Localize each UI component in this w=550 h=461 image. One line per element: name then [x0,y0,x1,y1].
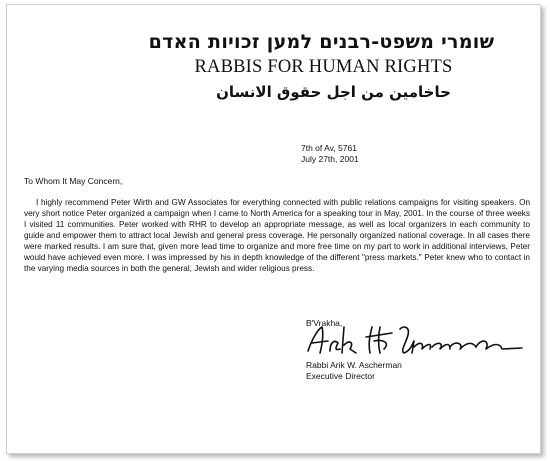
salutation: To Whom It May Concern, [24,176,123,186]
signer-block [306,360,402,382]
letter-date [301,143,359,165]
signer-name: Rabbi Arik W. Ascherman [306,360,402,370]
closing: B'Vrakha, [306,318,343,328]
hebrew-date: 7th of Av, 5761 [301,143,357,153]
gregorian-date: July 27th, 2001 [301,154,359,164]
letter-page [6,4,541,454]
letterhead-hebrew-name: שומרי משפט-רבנים למען זכויות האדם [148,31,495,53]
signer-title: Executive Director [306,371,375,381]
letter-body: I highly recommend Peter Wirth and GW Associates for everything connected with public relations campaigns for visiting speakers. On very short notice Peter organized a campaign when I came to North America for a speaking tour in May, 2001. In the course of three weeks I visited 11 communities. Peter worked with RHR to develop an appropriate message, as well as local organizers in each community to guide and empower them to attract local Jewish and general press coverage. He personally organized national coverage. In all cases there were marked results. I am sure that, given more lead time to organize and more free time on my part to work in additional interviews, Peter would have achieved even more. I was impressed by his in depth knowledge of the different "press markets." Peter knew who to contact in the varying media sources in both the general, Jewish and wider religious press. [24,198,530,273]
letterhead-arabic-name: حاخامين من اجل حقوق الانسان [216,83,451,101]
letterhead-english-name: RABBIS FOR HUMAN RIGHTS [194,57,453,77]
signature-icon [300,321,532,361]
